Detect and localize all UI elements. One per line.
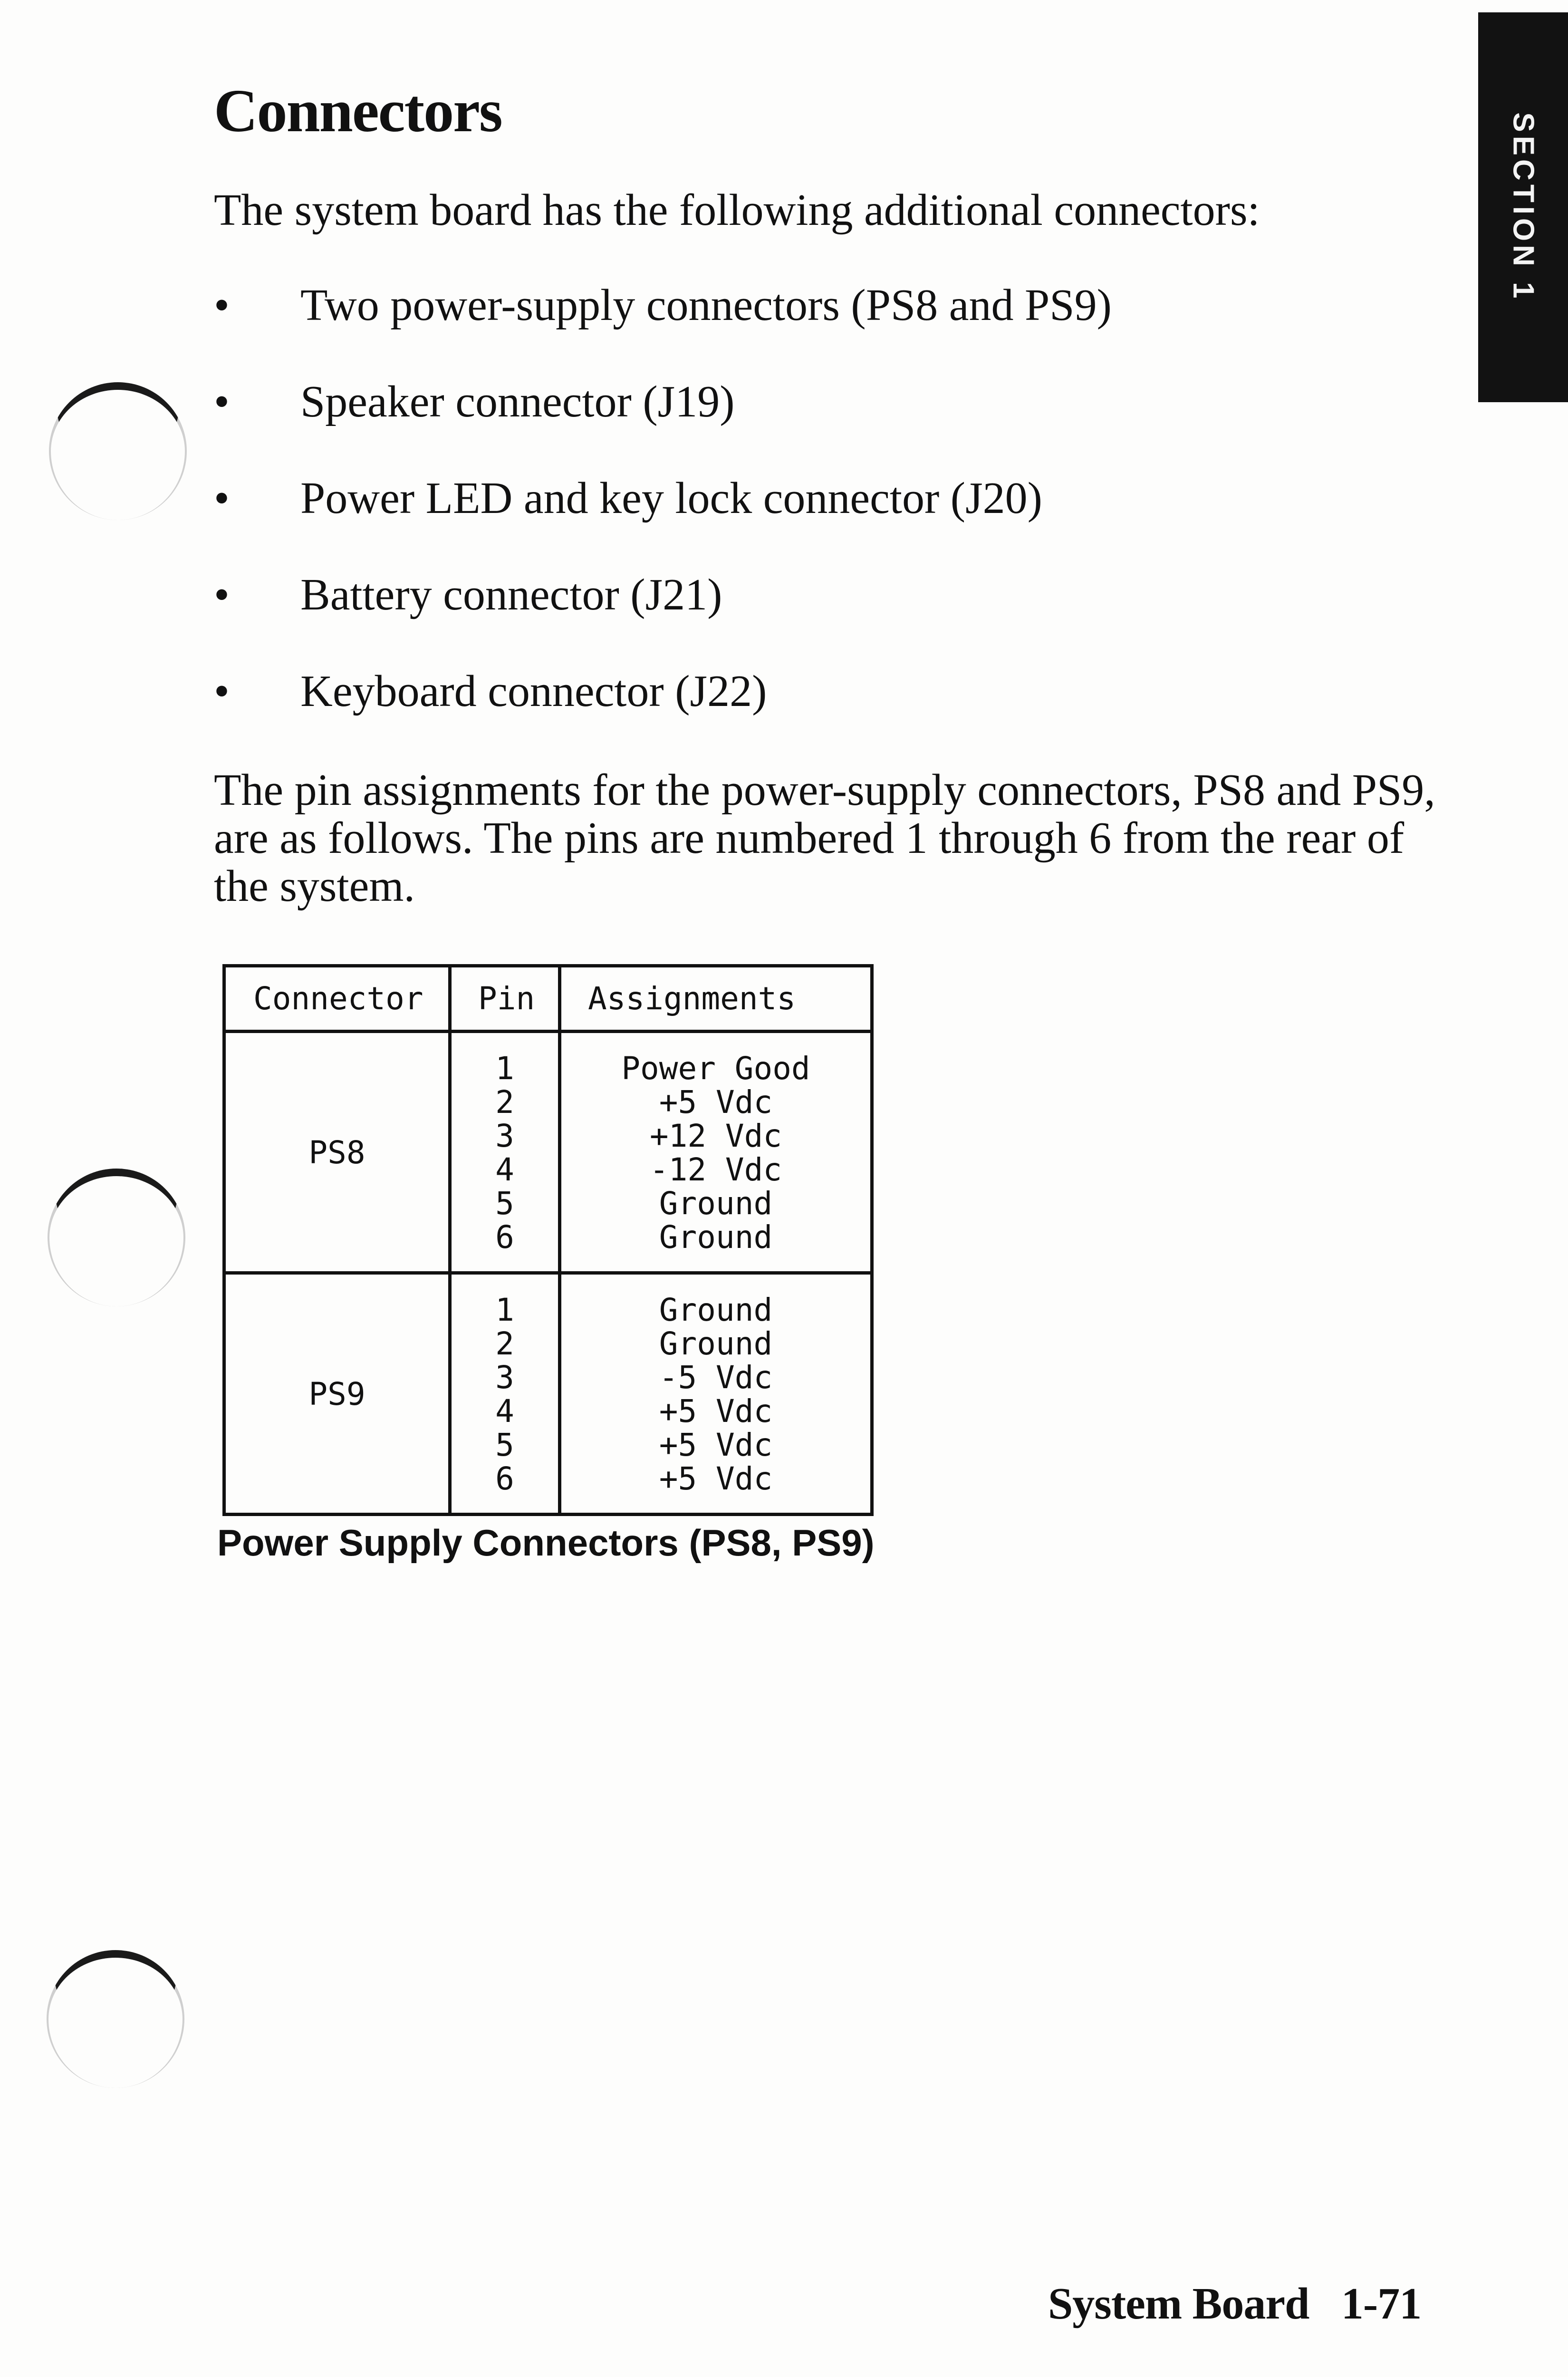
list-item-text: Two power-supply connectors (PS8 and PS9) (300, 280, 1112, 330)
pin-number: 1 (495, 1291, 514, 1328)
pin-assignment: +5 Vdc (659, 1426, 773, 1463)
pin-number: 2 (495, 1325, 514, 1362)
bullet: • (214, 473, 230, 523)
connector-list (214, 281, 1450, 764)
pin-assignment-table (222, 964, 874, 1516)
table-header-row (224, 966, 872, 1032)
list-item (214, 281, 1450, 378)
list-item (214, 667, 1450, 764)
list-item-text: Speaker connector (J19) (300, 377, 735, 426)
pin-assignment: +12 Vdc (649, 1117, 782, 1154)
table-row (224, 1273, 872, 1515)
header-assignments: Assignments (560, 966, 872, 1032)
bullet: • (214, 377, 230, 426)
intro-paragraph: The system board has the following additional connectors: (214, 185, 1260, 235)
pin-number: 3 (495, 1117, 514, 1154)
list-item-text: Keyboard connector (J22) (300, 667, 767, 716)
connector-cell: PS8 (224, 1032, 450, 1273)
table-caption: Power Supply Connectors (PS8, PS9) (217, 1522, 875, 1564)
pin-assignment: +5 Vdc (659, 1392, 773, 1430)
pin-assignment: Ground (659, 1185, 773, 1222)
header-pin: Pin (450, 966, 560, 1032)
pin-number: 1 (495, 1050, 514, 1087)
section-tab (1478, 12, 1568, 402)
list-item (214, 571, 1450, 667)
page-title: Connectors (214, 77, 502, 145)
assignment-cell (560, 1273, 872, 1515)
footer-page-number: 1-71 (1341, 2279, 1422, 2329)
pin-assignment: +5 Vdc (659, 1460, 773, 1497)
pin-number: 3 (495, 1359, 514, 1396)
pin-assignment: -12 Vdc (649, 1151, 782, 1188)
page-footer (1048, 2278, 1421, 2329)
pin-cell (450, 1273, 560, 1515)
pin-number: 2 (495, 1083, 514, 1121)
header-connector: Connector (224, 966, 450, 1032)
connector-cell: PS9 (224, 1273, 450, 1515)
pin-number: 6 (495, 1460, 514, 1497)
footer-section-title: System Board (1048, 2279, 1309, 2329)
binder-hole-mark (47, 1950, 184, 2088)
assignment-cell (560, 1032, 872, 1273)
binder-hole-mark (49, 382, 187, 520)
pin-assignment: -5 Vdc (659, 1359, 773, 1396)
pin-number: 4 (495, 1151, 514, 1188)
bullet: • (214, 280, 230, 330)
list-item (214, 474, 1450, 571)
table-row (224, 1032, 872, 1273)
binder-hole-mark (48, 1169, 185, 1306)
pin-number: 5 (495, 1185, 514, 1222)
pin-assignment: Power Good (621, 1050, 810, 1087)
pin-cell (450, 1032, 560, 1273)
pin-assignment-paragraph: The pin assignments for the power-supply connectors, PS8 and PS9, are as follows. The pins are numbered 1 through 6 from the rear of the system. (214, 765, 1435, 911)
section-tab-label: SECTION 1 (1507, 112, 1539, 302)
pin-number: 6 (495, 1218, 514, 1256)
pin-number: 4 (495, 1392, 514, 1430)
pin-assignment: Ground (659, 1325, 773, 1362)
pin-number: 5 (495, 1426, 514, 1463)
bullet: • (214, 667, 230, 716)
list-item (214, 378, 1450, 474)
pin-assignment: +5 Vdc (659, 1083, 773, 1121)
list-item-text: Battery connector (J21) (300, 570, 722, 619)
pin-assignment: Ground (659, 1291, 773, 1328)
bullet: • (214, 570, 230, 619)
pin-assignment: Ground (659, 1218, 773, 1256)
list-item-text: Power LED and key lock connector (J20) (300, 473, 1042, 523)
